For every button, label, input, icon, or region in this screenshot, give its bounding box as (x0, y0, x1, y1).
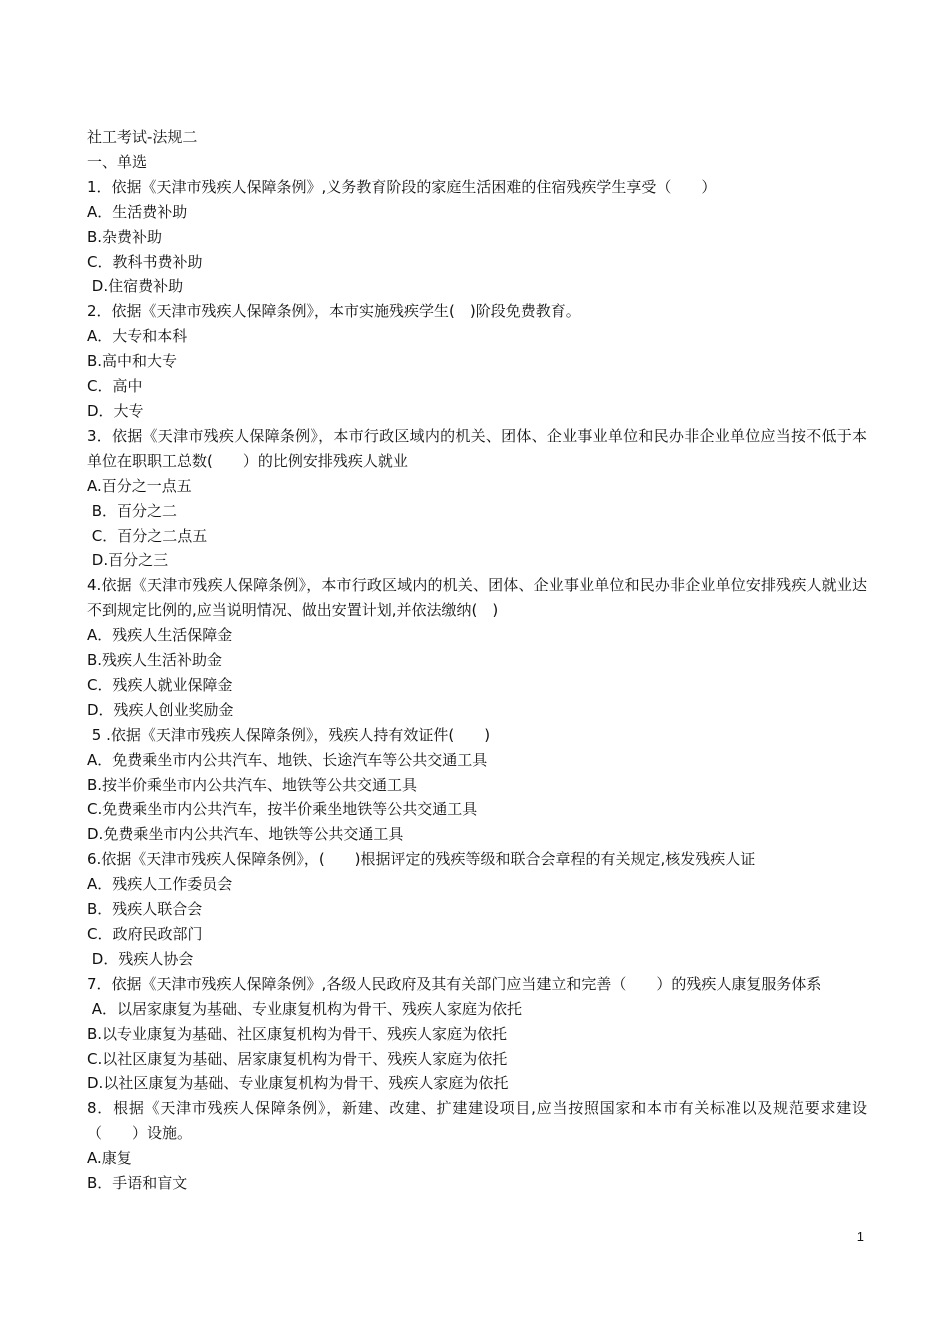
option-text: B.以专业康复为基础、社区康复机构为骨干、残疾人家庭为依托 (87, 1024, 508, 1043)
option-text: D.免费乘坐市内公共汽车、地铁等公共交通工具 (87, 825, 404, 844)
option-text: D．大专 (87, 401, 144, 420)
option-text: A．以居家康复为基础、专业康复机构为骨干、残疾人家庭为依托 (87, 999, 523, 1018)
option-text: D．残疾人创业奖励金 (87, 700, 234, 719)
option-text: A．生活费补助 (87, 202, 188, 221)
option-text: B.高中和大专 (87, 352, 178, 371)
question-6: 6.依据《天津市残疾人保障条例》，( )根据评定的残疾等级和联合会章程的有关规定,核发残疾人证 (87, 850, 756, 869)
option-text: A．免费乘坐市内公共汽车、地铁、长途汽车等公共交通工具 (87, 750, 488, 769)
option-text: D.百分之三 (87, 551, 169, 570)
option-text: B．百分之二 (87, 501, 178, 520)
page-number: 1 (856, 1229, 864, 1244)
option-text: B．手语和盲文 (87, 1174, 188, 1193)
question-2: 2．依据《天津市残疾人保障条例》，本市实施残疾学生( )阶段免费教育。 (87, 302, 581, 321)
document-body (87, 125, 867, 1196)
option-text: C．政府民政部门 (87, 925, 203, 943)
option-text: C．教科书费补助 (87, 252, 203, 271)
option-text: A．残疾人工作委员会 (87, 875, 233, 894)
question-1: 1．依据《天津市残疾人保障条例》,义务教育阶段的家庭生活困难的住宿残疾学生享受（ ） (87, 177, 717, 196)
question-5: 5 .依据《天津市残疾人保障条例》，残疾人持有效证件( ) (87, 725, 491, 744)
option-text: A.百分之一点五 (87, 476, 192, 495)
option-text: D.住宿费补助 (87, 277, 184, 296)
option-text: B.按半价乘坐市内公共汽车、地铁等公共交通工具 (87, 775, 418, 794)
option-text: A．残疾人生活保障金 (87, 626, 233, 645)
option-text: B．残疾人联合会 (87, 900, 203, 919)
option-text: A.康复 (87, 1149, 132, 1168)
option-text: C．残疾人就业保障金 (87, 675, 233, 694)
option-text: D.以社区康复为基础、专业康复机构为骨干、残疾人家庭为依托 (87, 1074, 509, 1093)
section-heading: 一、单选 (87, 152, 148, 171)
question-4: 4.依据《天津市残疾人保障条例》，本市行政区域内的机关、团体、企业事业单位和民办非企业单位安排残疾人就业达不到规定比例的,应当说明情况、做出安置计划,并依法缴纳( ) (87, 576, 867, 620)
question-8: 8．根据《天津市残疾人保障条例》，新建、改建、扩建建设项目,应当按照国家和本市有关标准以及规范要求建设（ ）设施。 (87, 1099, 867, 1143)
option-text: C.免费乘坐市内公共汽车，按半价乘坐地铁等公共交通工具 (87, 800, 478, 819)
question-3: 3．依据《天津市残疾人保障条例》，本市行政区域内的机关、团体、企业事业单位和民办非企业单位应当按不低于本单位在职职工总数( ）的比例安排残疾人就业 (87, 426, 867, 470)
document-title: 社工考试-法规二 (87, 128, 198, 146)
question-7: 7．依据《天津市残疾人保障条例》,各级人民政府及其有关部门应当建立和完善（ ）的残疾人康复服务体系 (87, 974, 822, 993)
option-text: C．百分之二点五 (87, 526, 208, 545)
option-text: B.残疾人生活补助金 (87, 651, 223, 670)
option-text: C．高中 (87, 377, 143, 396)
option-text: A．大专和本科 (87, 327, 188, 346)
option-text: D．残疾人协会 (87, 949, 194, 968)
option-text: B.杂费补助 (87, 227, 163, 246)
option-text: C.以社区康复为基础、居家康复机构为骨干、残疾人家庭为依托 (87, 1049, 508, 1068)
